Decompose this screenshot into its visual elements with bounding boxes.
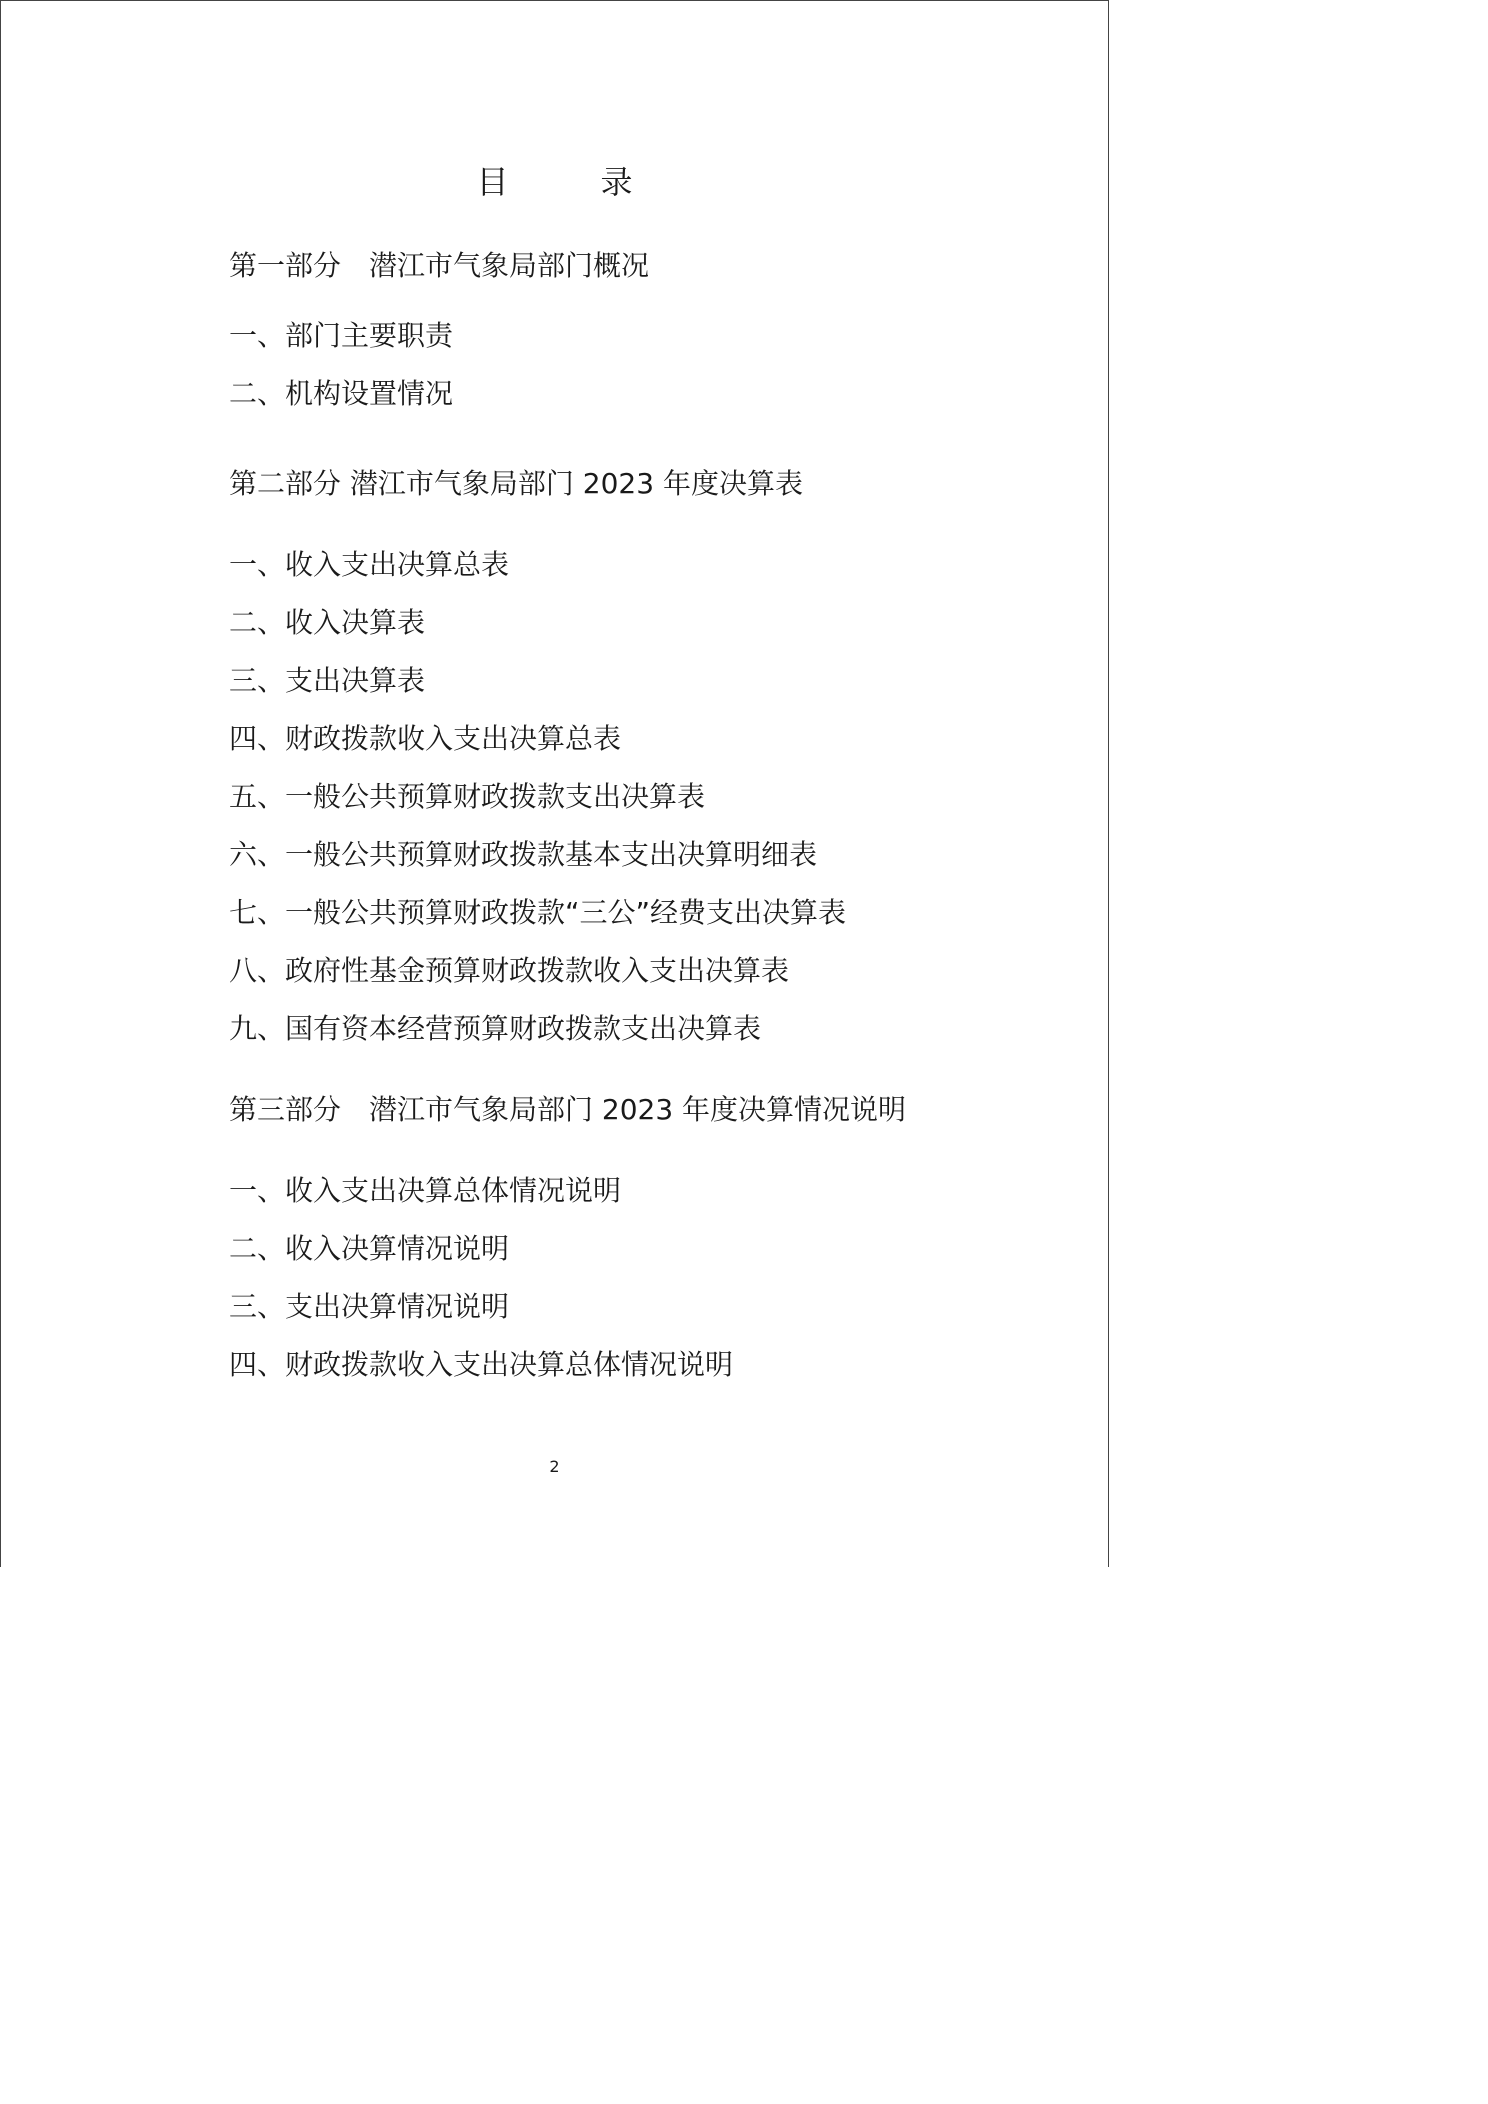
toc-item: 二、机构设置情况	[229, 377, 454, 410]
toc-item: 一、收入支出决算总体情况说明	[229, 1174, 622, 1207]
toc-item: 八、政府性基金预算财政拨款收入支出决算表	[229, 954, 790, 987]
toc-item: 九、国有资本经营预算财政拨款支出决算表	[229, 1012, 762, 1045]
part1-heading: 第一部分 潜江市气象局部门概况	[229, 249, 650, 282]
toc-item: 二、收入决算情况说明	[229, 1232, 510, 1265]
toc-item: 五、一般公共预算财政拨款支出决算表	[229, 780, 706, 813]
toc-item: 一、收入支出决算总表	[229, 548, 510, 581]
page-title: 目 录	[476, 163, 663, 201]
part3-heading: 第三部分 潜江市气象局部门 2023 年度决算情况说明	[229, 1093, 907, 1126]
toc-item: 四、财政拨款收入支出决算总体情况说明	[229, 1348, 734, 1381]
page-number: 2	[549, 1457, 560, 1476]
toc-item: 一、部门主要职责	[229, 319, 454, 352]
toc-item: 七、一般公共预算财政拨款“三公”经费支出决算表	[229, 896, 847, 929]
toc-item: 四、财政拨款收入支出决算总表	[229, 722, 622, 755]
toc-item: 二、收入决算表	[229, 606, 426, 639]
toc-item: 三、支出决算表	[229, 664, 426, 697]
part2-heading: 第二部分 潜江市气象局部门 2023 年度决算表	[229, 467, 803, 500]
toc-item: 六、一般公共预算财政拨款基本支出决算明细表	[229, 838, 818, 871]
toc-item: 三、支出决算情况说明	[229, 1290, 510, 1323]
